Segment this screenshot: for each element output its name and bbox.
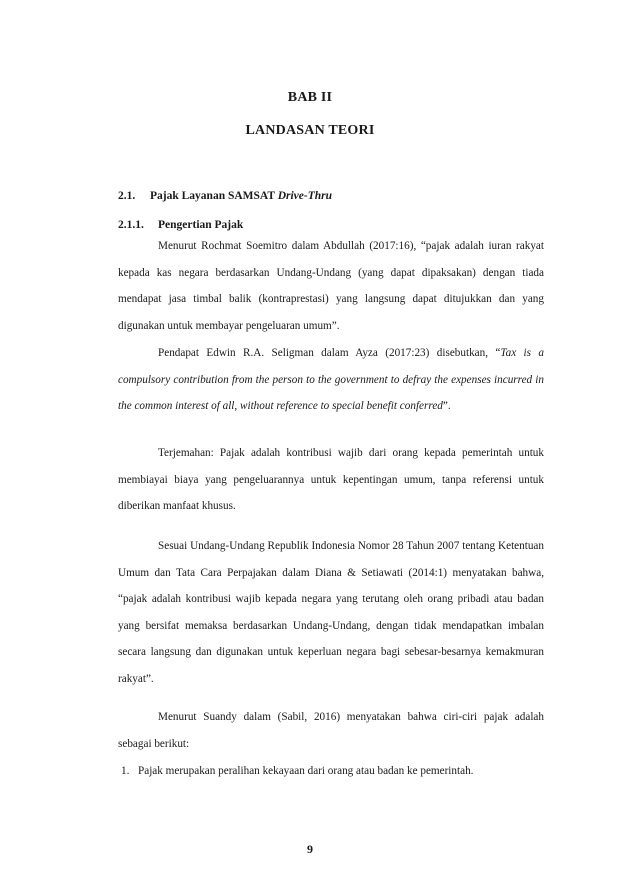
section-number: 2.1. — [118, 190, 136, 202]
page-number: 9 — [307, 842, 313, 856]
list-item-number: 1. — [121, 765, 130, 777]
paragraph-3: Terjemahan: Pajak adalah kontribusi wajib dari orang kepada pemerintah untuk membiayai biaya yang pengeluarannya untuk kepentingan umum, tanpa referensi untuk diberikan manfaat khusus. — [118, 447, 544, 513]
paragraph-2-text: Pendapat Edwin R.A. Seligman dalam Ayza (2017:23) disebutkan, “ — [158, 347, 501, 359]
section-heading — [118, 190, 332, 202]
section-title-italic: Drive-Thru — [277, 190, 333, 202]
paragraph-2 — [118, 340, 544, 420]
subsection-title: Pengertian Pajak — [158, 219, 244, 231]
paragraph-4: Sesuai Undang-Undang Republik Indonesia Nomor 28 Tahun 2007 tentang Ketentuan Umum dan Tata Cara Perpajakan dalam Diana & Setiawati (2014:1) menyatakan bahwa, “pajak adalah kontribusi wajib kepada negara yang terutang oleh orang pribadi atau badan yang bersifat memaksa berdasarkan Undang-Undang, dengan tidak mendapatkan imbalan secara langsung dan digunakan untuk keperluan negara bagi sebesar-besarnya kemakmuran rakyat”. — [118, 540, 544, 685]
paragraph-2-end: ”. — [442, 400, 451, 413]
list-item — [121, 765, 551, 777]
paragraph-5: Menurut Suandy dalam (Sabil, 2016) menyatakan bahwa ciri-ciri pajak adalah sebagai berikut: — [118, 711, 544, 750]
paragraph-2-quote: Tax is a compulsory contribution from the person to the government to defray the expenses incurred in the common interest of all, without reference to special benefit conferred — [118, 347, 544, 413]
subsection-number: 2.1.1. — [118, 219, 144, 231]
subsection-heading — [118, 219, 243, 231]
list-item-text: Pajak merupakan peralihan kekayaan dari orang atau badan ke pemerintah. — [138, 765, 474, 777]
chapter-title: LANDASAN TEORI — [245, 123, 375, 138]
section-title: Pajak Layanan SAMSAT — [150, 190, 278, 202]
paragraph-1: Menurut Rochmat Soemitro dalam Abdullah (2017:16), “pajak adalah iuran rakyat kepada kas negara berdasarkan Undang-Undang (yang dapat dipaksakan) dengan tiada mendapat jasa timbal balik (kontraprestasi) yang langsung dapat ditujukkan dan yang digunakan untuk membayar pengeluaran umum”. — [118, 240, 544, 332]
chapter-number: BAB II — [287, 90, 333, 105]
